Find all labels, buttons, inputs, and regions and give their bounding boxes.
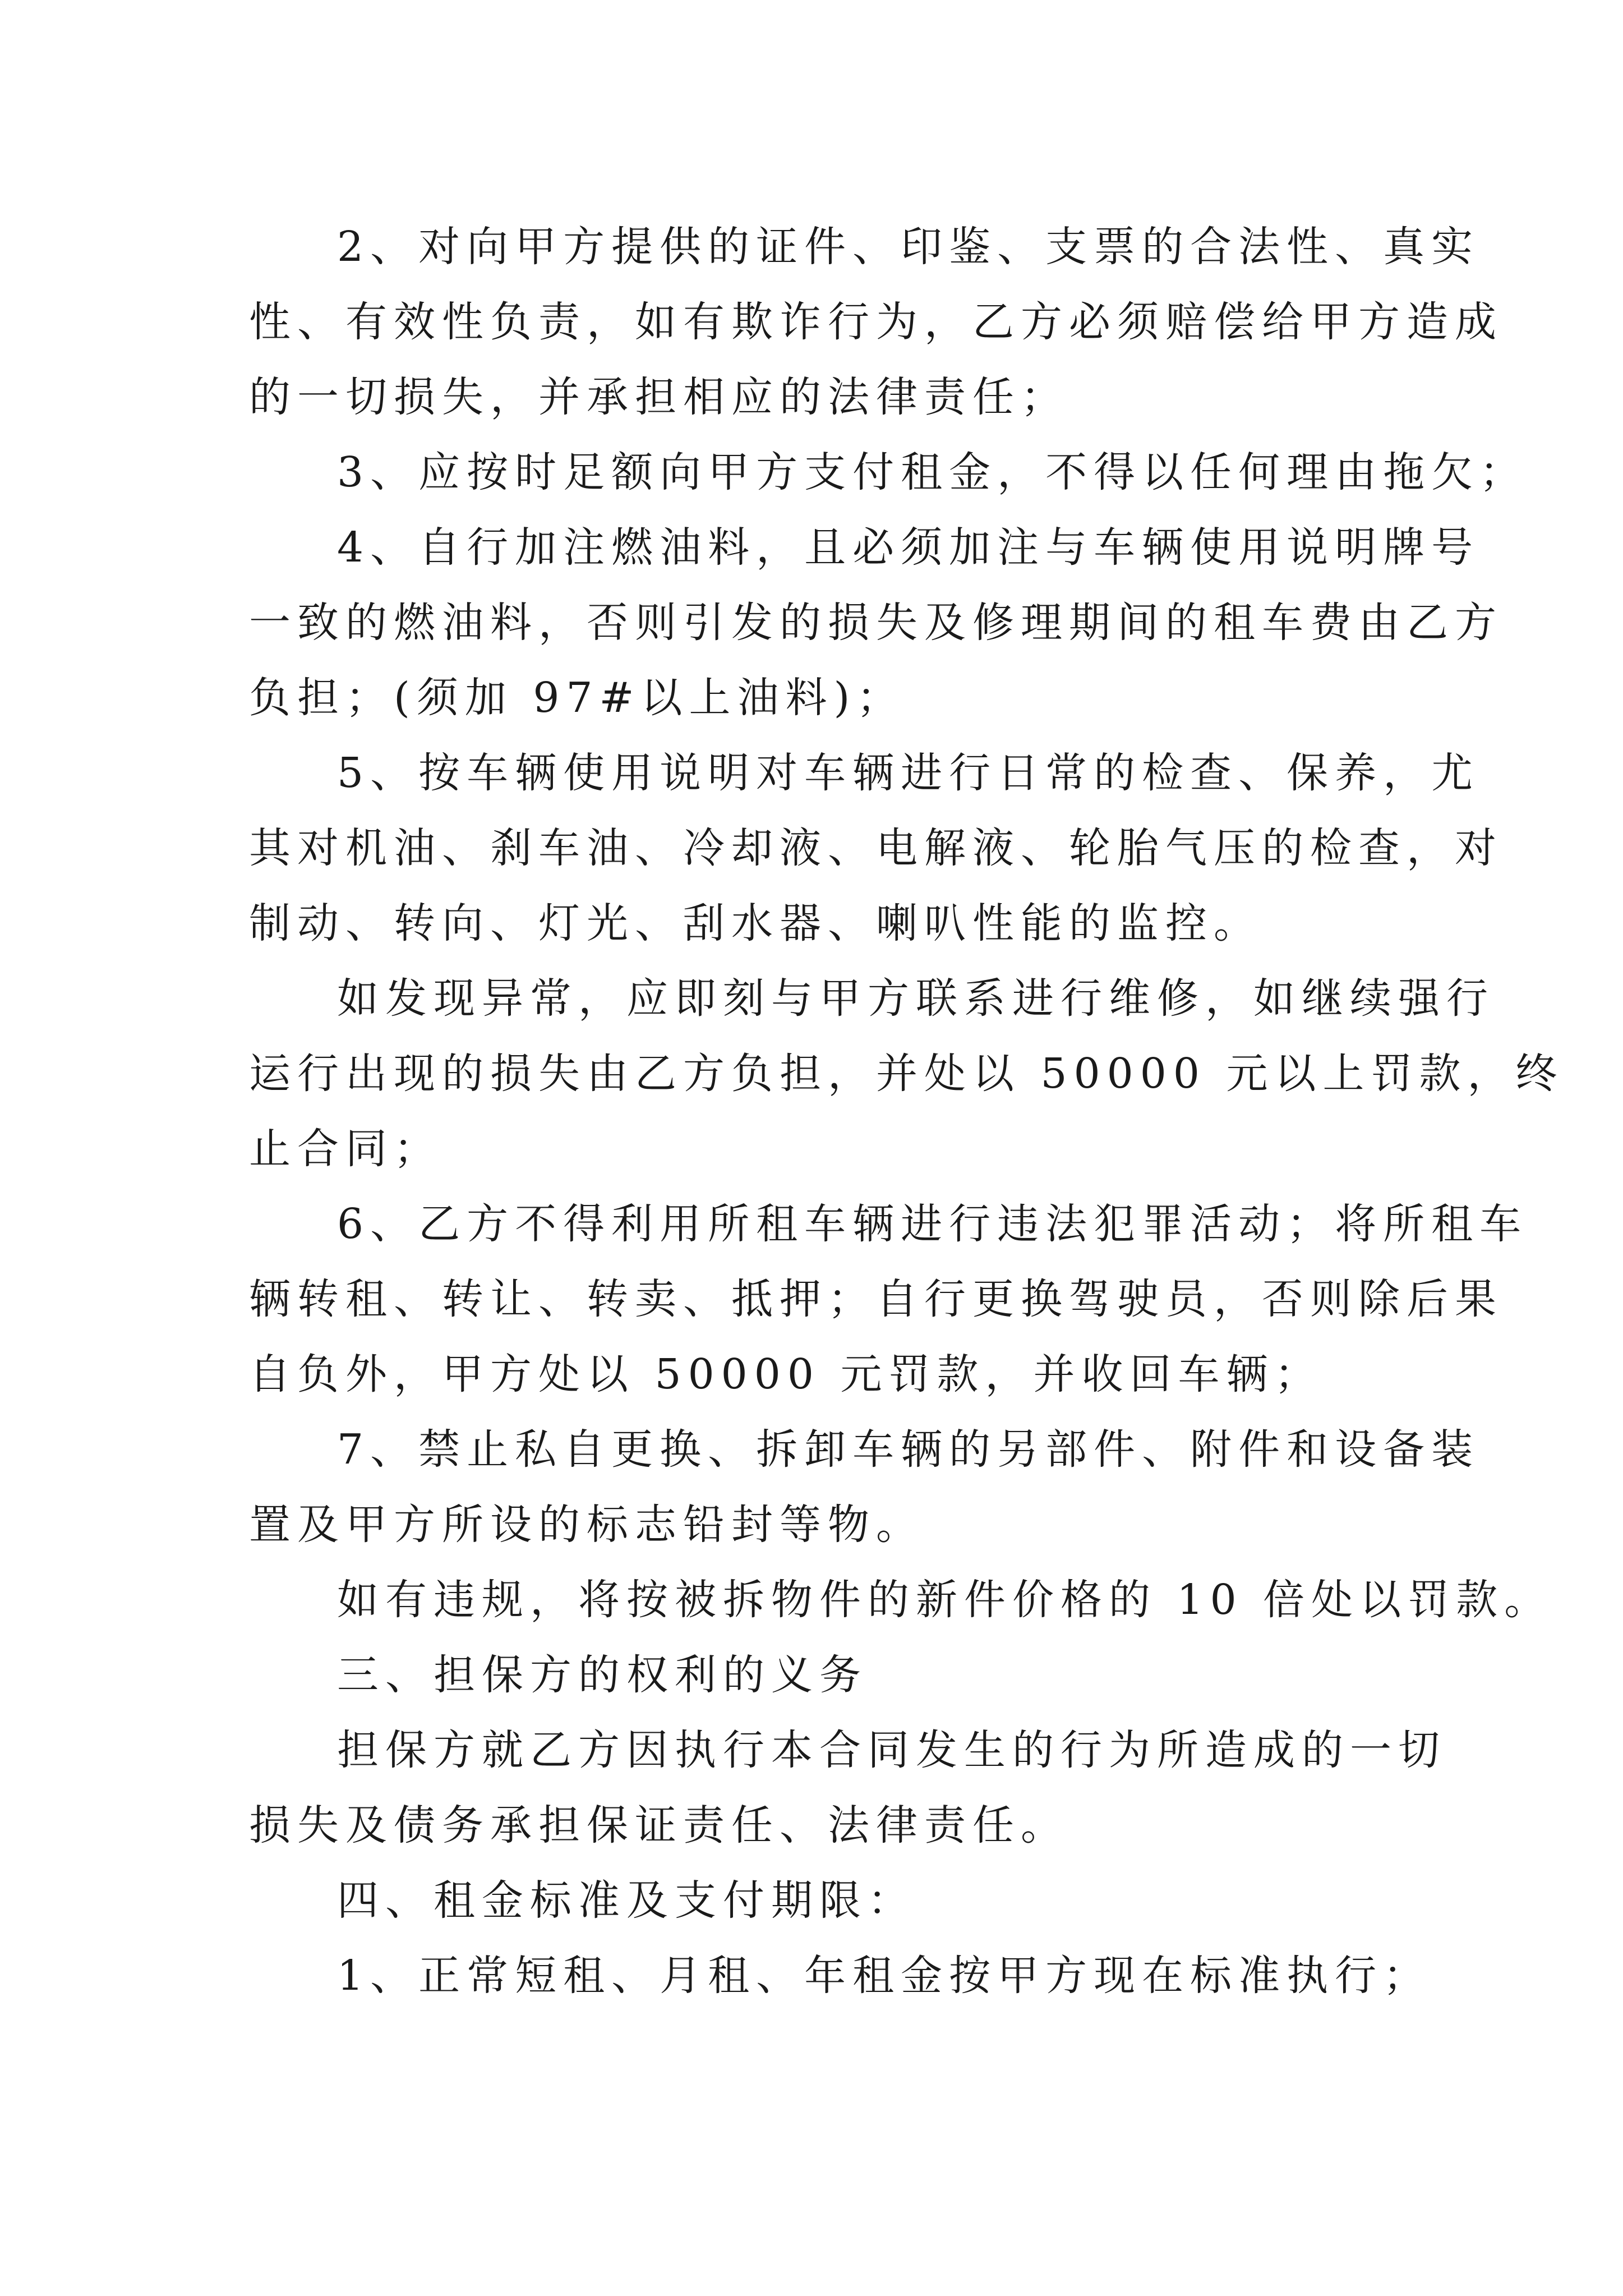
text-line: 止合同； xyxy=(249,1125,442,1173)
text-line: 运行出现的损失由乙方负担，并处以 50000 元以上罚款，终 xyxy=(249,1050,1564,1098)
text-line: 担保方就乙方因执行本合同发生的行为所造成的一切 xyxy=(337,1726,1446,1774)
section-heading: 四、租金标准及支付期限： xyxy=(337,1876,916,1925)
text-line: 损失及债务承担保证责任、法律责任。 xyxy=(249,1801,1069,1849)
text-line: 1、正常短租、月租、年租金按甲方现在标准执行； xyxy=(337,1952,1432,2000)
text-line: 辆转租、转让、转卖、抵押；自行更换驾驶员，否则除后果 xyxy=(249,1275,1503,1323)
text-line: 制动、转向、灯光、刮水器、喇叭性能的监控。 xyxy=(249,899,1262,947)
text-line: 性、有效性负责，如有欺诈行为，乙方必须赔偿给甲方造成 xyxy=(249,298,1503,346)
text-line: 2、对向甲方提供的证件、印鉴、支票的合法性、真实 xyxy=(337,223,1480,271)
text-line: 如有违规，将按被拆物件的新件价格的 10 倍处以罚款。 xyxy=(337,1576,1553,1624)
text-line: 置及甲方所设的标志铅封等物。 xyxy=(249,1501,924,1549)
text-line: 如发现异常，应即刻与甲方联系进行维修，如继续强行 xyxy=(337,974,1495,1023)
text-line: 一致的燃油料，否则引发的损失及修理期间的租车费由乙方 xyxy=(249,599,1503,647)
text-line: 负担；(须加 97#以上油料)； xyxy=(249,674,905,722)
section-heading: 三、担保方的权利的义务 xyxy=(337,1651,868,1699)
text-line: 自负外，甲方处以 50000 元罚款，并收回车辆； xyxy=(249,1350,1323,1398)
text-line: 6、乙方不得利用所租车辆进行违法犯罪活动；将所租车 xyxy=(337,1200,1528,1248)
text-line: 4、自行加注燃油料，且必须加注与车辆使用说明牌号 xyxy=(337,523,1480,572)
text-line: 其对机油、刹车油、冷却液、电解液、轮胎气压的检查，对 xyxy=(249,824,1503,872)
text-line: 7、禁止私自更换、拆卸车辆的另部件、附件和设备装 xyxy=(337,1425,1480,1474)
text-line: 的一切损失，并承担相应的法律责任； xyxy=(249,373,1069,421)
text-line: 3、应按时足额向甲方支付租金，不得以任何理由拖欠； xyxy=(337,448,1528,496)
text-line: 5、按车辆使用说明对车辆进行日常的检查、保养，尤 xyxy=(337,749,1480,797)
